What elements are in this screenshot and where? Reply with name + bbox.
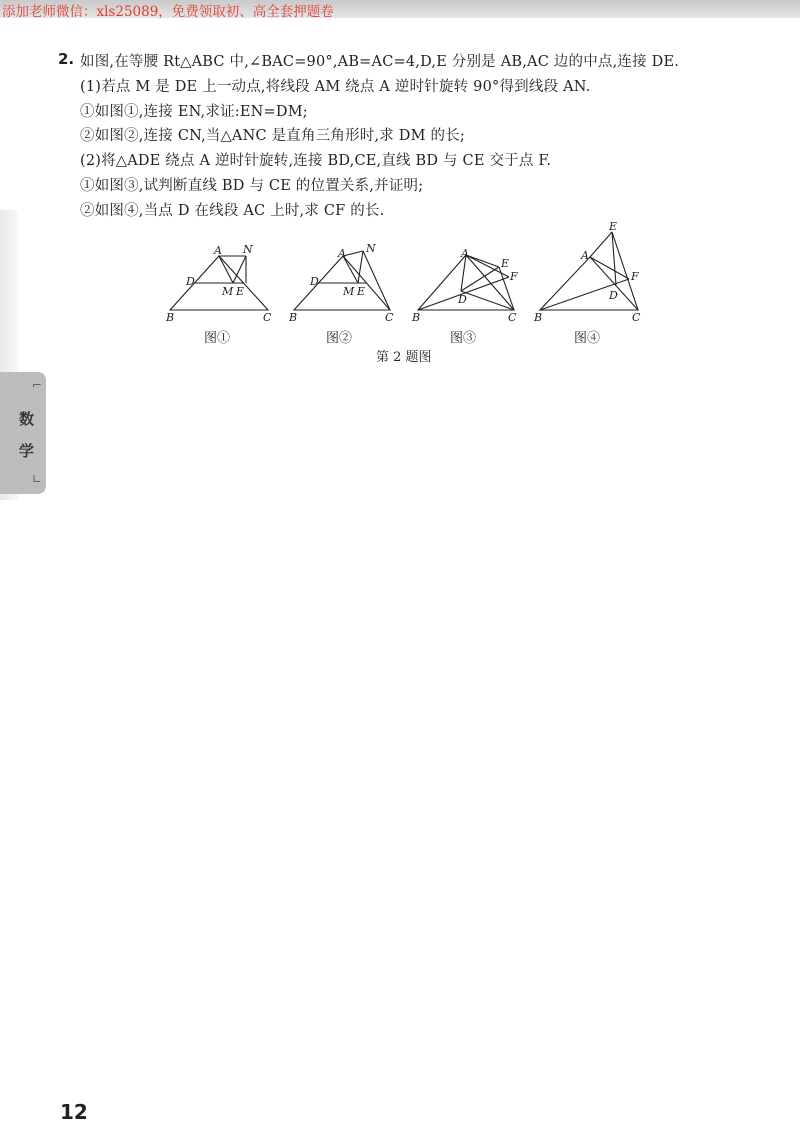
f1-label-D: D	[186, 275, 195, 288]
figure-1-caption: 图①	[204, 331, 231, 346]
f3-label-F: F	[510, 270, 518, 283]
question-line-3: ①如图①,连接 EN,求证:EN=DM;	[80, 104, 308, 120]
f4-label-E: E	[609, 220, 618, 233]
f4-label-C: C	[632, 311, 641, 324]
f3-label-A: A	[461, 247, 469, 260]
f2-label-E: E	[357, 285, 366, 298]
f2-label-C: C	[385, 311, 394, 324]
f4-label-F: F	[631, 270, 639, 283]
f2-label-A: A	[338, 247, 346, 260]
figure-4-caption: 图④	[574, 331, 601, 346]
question-line-6: ①如图③,试判断直线 BD 与 CE 的位置关系,并证明;	[80, 178, 424, 194]
f2-label-D: D	[310, 275, 319, 288]
subject-tab	[0, 372, 46, 494]
f4-label-A: A	[581, 249, 589, 262]
figure-3-caption: 图③	[450, 331, 477, 346]
subject-char-2: 学	[19, 442, 35, 460]
f1-label-A: A	[214, 244, 222, 257]
tab-corner-bottom: ∟	[32, 472, 43, 486]
tab-corner-top: ⌐	[32, 378, 43, 392]
figure-4	[540, 232, 638, 310]
f1-label-N: N	[243, 243, 253, 256]
subject-char-1: 数	[19, 410, 35, 428]
watermark-text: 添加老师微信：xls25089，免费领取初、高全套押题卷	[2, 4, 334, 20]
geometry-figures	[0, 215, 800, 335]
figure-2-caption: 图②	[326, 331, 353, 346]
figure-1	[170, 256, 268, 310]
f1-label-E: E	[236, 285, 245, 298]
f3-label-D: D	[458, 293, 467, 306]
f4-label-B: B	[534, 311, 543, 324]
figures-caption: 第 2 题图	[376, 350, 432, 365]
f1-label-C: C	[263, 311, 272, 324]
question-line-5: (2)将△ADE 绕点 A 逆时针旋转,连接 BD,CE,直线 BD 与 CE 交于点 F.	[80, 153, 552, 169]
f1-label-B: B	[166, 311, 175, 324]
f2-label-B: B	[289, 311, 298, 324]
question-line-2: (1)若点 M 是 DE 上一动点,将线段 AM 绕点 A 逆时针旋转 90°得到线段 AN.	[80, 79, 591, 95]
f2-label-N: N	[366, 242, 376, 255]
f3-label-C: C	[508, 311, 517, 324]
f2-label-M: M	[343, 285, 355, 298]
f1-label-M: M	[222, 285, 234, 298]
f3-label-E: E	[501, 257, 510, 270]
f3-label-B: B	[412, 311, 421, 324]
f4-label-D: D	[609, 289, 618, 302]
question-line-7: ②如图④,当点 D 在线段 AC 上时,求 CF 的长.	[80, 203, 385, 219]
question-line-1: 如图,在等腰 Rt△ABC 中,∠BAC=90°,AB=AC=4,D,E 分别是 AB,AC 边的中点,连接 DE.	[80, 54, 680, 70]
question-line-4: ②如图②,连接 CN,当△ANC 是直角三角形时,求 DM 的长;	[80, 128, 465, 144]
question-number: 2.	[58, 50, 75, 68]
page-number: 12	[60, 1100, 88, 1124]
